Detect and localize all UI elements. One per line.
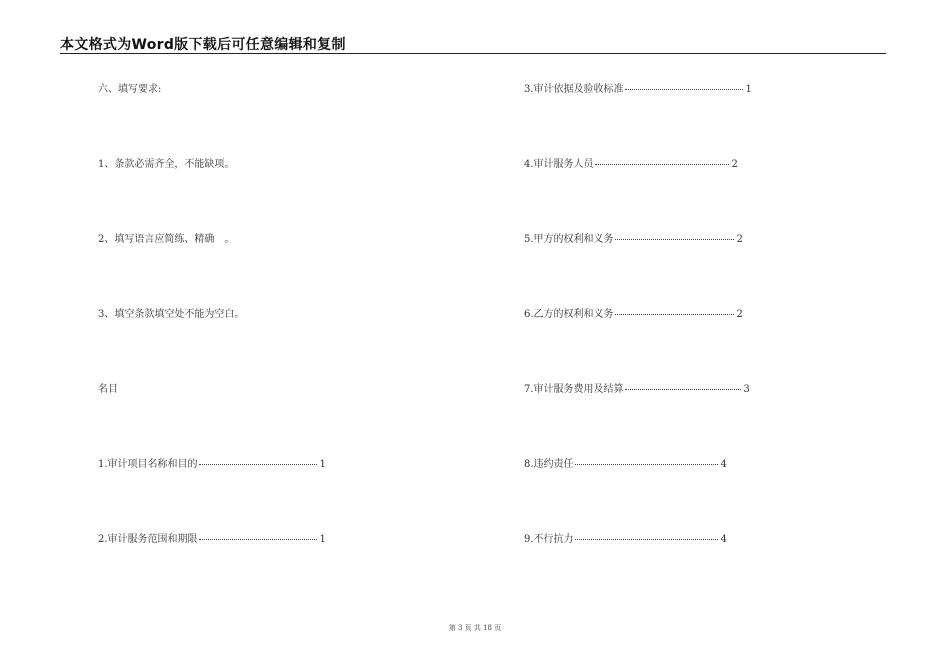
toc-entry-page: 4 (720, 459, 727, 470)
toc-entry-9[interactable] (524, 530, 727, 545)
toc-entry-1[interactable] (98, 455, 326, 470)
toc-entry-label: 1.审计项目名称和目的 (98, 459, 198, 470)
toc-leader-dots (625, 389, 741, 390)
toc-leader-dots (199, 464, 317, 465)
toc-entry-label: 6.乙方的权利和义务 (524, 309, 614, 320)
toc-leader-dots (615, 314, 734, 315)
toc-entry-3[interactable] (524, 80, 752, 95)
toc-heading: 名目 (98, 384, 118, 395)
toc-entry-7[interactable] (524, 380, 750, 395)
toc-entry-page: 2 (731, 159, 738, 170)
toc-leader-dots (625, 89, 743, 90)
toc-entry-page: 1 (319, 534, 326, 545)
toc-entry-label: 3.审计依据及验收标准 (524, 84, 624, 95)
toc-entry-6[interactable] (524, 305, 743, 320)
toc-entry-label: 5.甲方的权利和义务 (524, 234, 614, 245)
toc-entry-label: 8.违约责任 (524, 459, 574, 470)
toc-entry-label: 7.审计服务费用及结算 (524, 384, 624, 395)
document-header-title: 本文格式为Word版下载后可任意编辑和复制 (60, 37, 346, 53)
section-heading-requirements: 六、填写要求: (98, 84, 162, 95)
toc-entry-page: 1 (745, 84, 752, 95)
toc-entry-label: 2.审计服务范围和期限 (98, 534, 198, 545)
toc-entry-page: 1 (319, 459, 326, 470)
toc-entry-page: 2 (736, 234, 743, 245)
toc-entry-page: 3 (743, 384, 750, 395)
toc-leader-dots (575, 539, 718, 540)
toc-leader-dots (615, 239, 734, 240)
toc-leader-dots (199, 539, 317, 540)
requirement-3: 3、填空条款填空处不能为空白。 (98, 309, 245, 320)
toc-entry-page: 2 (736, 309, 743, 320)
toc-entry-4[interactable] (524, 155, 738, 170)
page-number-footer: 第 3 页 共 18 页 (448, 624, 502, 632)
requirement-1: 1、条款必需齐全，不能缺项。 (98, 159, 235, 170)
toc-entry-8[interactable] (524, 455, 727, 470)
toc-entry-2[interactable] (98, 530, 326, 545)
toc-entry-page: 4 (720, 534, 727, 545)
toc-leader-dots (595, 164, 729, 165)
toc-leader-dots (575, 464, 718, 465)
toc-entry-label: 9.不行抗力 (524, 534, 574, 545)
toc-entry-label: 4.审计服务人员 (524, 159, 594, 170)
requirement-2: 2、填写语言应简练、精确 。 (98, 234, 235, 245)
toc-entry-5[interactable] (524, 230, 743, 245)
header-rule (60, 53, 886, 54)
